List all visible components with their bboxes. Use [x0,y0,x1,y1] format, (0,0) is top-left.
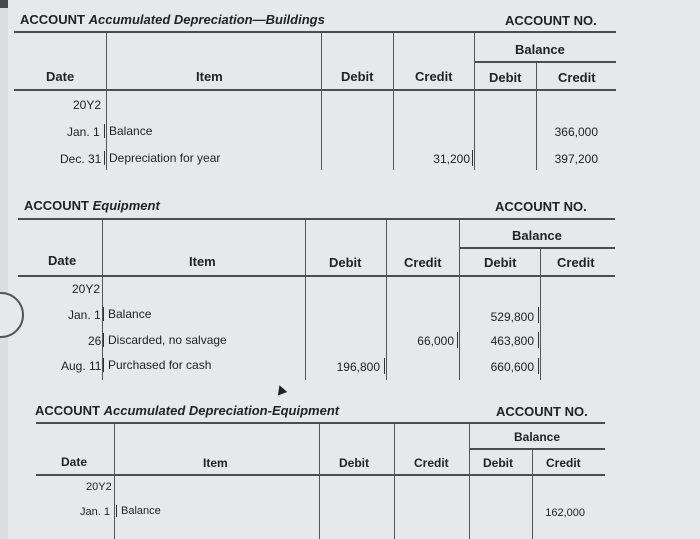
item-header: Item [189,254,216,269]
column-divider [536,63,537,170]
account-title-name: Accumulated Depreciation—Buildings [88,12,325,27]
date-cell: Jan. 1 [67,125,100,139]
cell-border [457,332,458,348]
item-cell: Balance [116,505,161,517]
year-cell: 20Y2 [72,282,101,296]
column-divider [459,220,460,380]
item-cell: Balance [103,307,151,321]
header-bottom-rule [18,275,615,277]
column-divider [474,33,475,170]
balance-debit-cell: 660,600 [490,360,534,374]
debit-header: Debit [341,69,374,84]
account-title [24,198,160,213]
credit-header: Credit [404,255,442,270]
cell-border [538,358,539,374]
year-cell: 20Y2 [86,481,112,493]
balance-header: Balance [515,42,565,57]
credit-header: Credit [414,456,449,470]
debit-header: Debit [329,255,362,270]
account-title-prefix: ACCOUNT [35,403,100,418]
balance-debit-cell: 529,800 [490,310,534,324]
balance-debit-header: Debit [489,70,522,85]
date-cell: Aug. 11 [61,359,102,373]
balance-credit-cell: 366,000 [554,125,598,139]
credit-cell: 66,000 [417,334,454,348]
header-bottom-rule [14,89,616,91]
credit-cell: 31,200 [433,152,470,166]
cell-border [538,307,539,323]
debit-cell: 196,800 [336,360,380,374]
account-number-label: ACCOUNT NO. [496,404,588,419]
account-number-label: ACCOUNT NO. [505,13,597,28]
item-cell: Purchased for cash [103,358,211,372]
debit-header: Debit [339,456,369,470]
cell-border [384,358,385,374]
balance-debit-header: Debit [484,255,517,270]
account-title-name: Equipment [92,198,160,213]
date-cell: 26 [88,334,102,348]
column-divider [386,220,387,380]
column-divider [319,424,320,539]
balance-credit-cell: 162,000 [545,507,585,519]
cell-border [538,332,539,348]
account-title [20,12,325,27]
date-header: Date [61,455,88,469]
date-cell: Jan. 1 [68,308,101,322]
column-divider [106,33,107,170]
date-header: Date [46,69,75,84]
year-cell: 20Y2 [73,98,102,112]
column-divider [532,450,533,539]
column-divider [114,424,115,539]
item-cell: Depreciation for year [104,151,220,165]
balance-debit-header: Debit [483,456,513,470]
column-divider [394,424,395,539]
account-title [35,403,339,418]
table-top-rule [18,218,615,220]
balance-rule [459,247,615,249]
balance-header: Balance [512,228,562,243]
column-divider [321,33,322,170]
cell-border [472,150,473,166]
column-divider [393,33,394,170]
date-header: Date [48,253,77,268]
balance-debit-cell: 463,800 [490,334,534,348]
balance-rule [469,448,605,450]
item-cell: Balance [104,124,152,138]
balance-credit-header: Credit [546,456,581,470]
balance-credit-header: Credit [557,255,595,270]
item-header: Item [196,69,223,84]
date-cell: Jan. 1 [80,506,110,518]
balance-credit-cell: 397,200 [554,152,598,166]
item-header: Item [203,456,228,470]
column-divider [102,220,103,380]
balance-credit-header: Credit [558,70,596,85]
table-top-rule [36,422,605,424]
column-divider [540,249,541,380]
date-cell: Dec. 31 [60,152,102,166]
balance-header: Balance [514,430,561,444]
account-title-name: Accumulated Depreciation-Equipment [103,403,340,418]
account-title-prefix: ACCOUNT [20,12,85,27]
header-bottom-rule [36,474,605,476]
column-divider [305,220,306,380]
balance-rule [474,61,616,63]
account-number-label: ACCOUNT NO. [495,199,587,214]
column-divider [469,424,470,539]
account-title-prefix: ACCOUNT [24,198,89,213]
table-top-rule [14,31,616,33]
item-cell: Discarded, no salvage [103,333,227,347]
credit-header: Credit [415,69,453,84]
